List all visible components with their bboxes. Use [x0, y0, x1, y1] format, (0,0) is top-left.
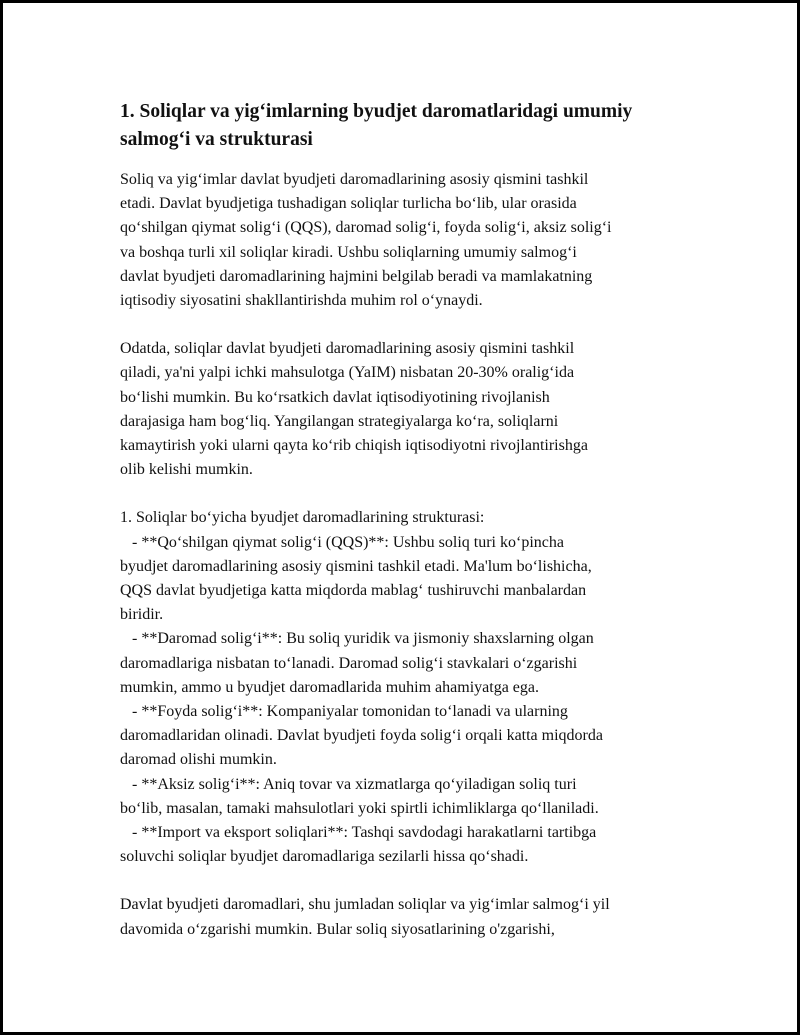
section-heading: [120, 98, 720, 154]
text-line: - **Foyda solig‘i**: Kompaniyalar tomonidan to‘lanadi va ularning: [120, 703, 568, 721]
text-line: Soliq va yig‘imlar davlat byudjeti daromadlarining asosiy qismini tashkil: [120, 171, 589, 188]
text-line: darajasiga ham bog‘liq. Yangilangan strategiyalarga ko‘ra, soliqlarni: [120, 412, 559, 430]
text-line: QQS davlat byudjetiga katta miqdorda mablag‘ tushiruvchi manbalardan: [120, 582, 587, 600]
text-line: etadi. Davlat byudjetiga tushadigan soliqlar turlicha bo‘lib, ular orasida: [120, 195, 577, 213]
text-line: soluvchi soliqlar byudjet daromadlariga sezilarli hissa qo‘shadi.: [120, 848, 529, 866]
heading-line: salmog‘i va strukturasi: [120, 129, 313, 150]
paragraph-variation: [120, 893, 720, 941]
text-line: qiladi, ya'ni yalpi ichki mahsulotga (YaIM) nisbatan 20-30% oralig‘ida: [120, 364, 575, 382]
text-line: byudjet daromadlarining asosiy qismini tashkil etadi. Ma'lum bo‘lishicha,: [120, 557, 592, 575]
text-line: qo‘shilgan qiymat solig‘i (QQS), daromad solig‘i, foyda solig‘i, aksiz solig‘i: [120, 219, 612, 237]
text-line: Odatda, soliqlar davlat byudjeti daromadlarining asosiy qismini tashkil: [120, 340, 575, 358]
text-line: daromadlariga nisbatan to‘lanadi. Daromad solig‘i stavkalari o‘zgarishi: [120, 654, 578, 672]
text-line: davlat byudjeti daromadlarining hajmini belgilab beradi va mamlakatning: [120, 267, 593, 285]
list-item-vat: [120, 531, 720, 628]
paragraph-gdp-share: [120, 337, 720, 482]
text-line: davomida o‘zgarishi mumkin. Bular soliq siyosatlarining o'zgarishi,: [120, 920, 555, 938]
text-line: daromadlaridan olinadi. Davlat byudjeti foyda solig‘i orqali katta miqdorda: [120, 727, 603, 745]
text-line: biridir.: [120, 606, 164, 624]
text-line: - **Import va eksport soliqlari**: Tashqi savdodagi harakatlarni tartibga: [120, 824, 597, 842]
list-item-trade-tax: [120, 821, 720, 869]
text-line: iqtisodiy siyosatini shakllantirishda muhim rol o‘ynaydi.: [120, 292, 483, 310]
document-content: [120, 98, 720, 966]
text-line: 1. Soliqlar bo‘yicha byudjet daromadlarining strukturasi:: [120, 509, 485, 527]
text-line: olib kelishi mumkin.: [120, 461, 253, 479]
list-item-profit-tax: [120, 700, 720, 773]
text-line: bo‘lishi mumkin. Bu ko‘rsatkich davlat iqtisodiyotining rivojlanish: [120, 388, 550, 406]
list-item-income-tax: [120, 627, 720, 700]
text-line: - **Daromad solig‘i**: Bu soliq yuridik va jismoniy shaxslarning olgan: [120, 630, 594, 648]
text-line: va boshqa turli xil soliqlar kiradi. Ushbu soliqlarning umumiy salmog‘i: [120, 243, 577, 261]
heading-line: 1. Soliqlar va yig‘imlarning byudjet daromatlaridagi umumiy: [120, 101, 633, 122]
text-line: Davlat byudjeti daromadlari, shu jumladan soliqlar va yig‘imlar salmog‘i yil: [120, 896, 610, 914]
text-line: - **Qo‘shilgan qiymat solig‘i (QQS)**: Ushbu soliq turi ko‘pincha: [120, 533, 564, 551]
text-line: daromad olishi mumkin.: [120, 751, 277, 769]
text-line: - **Aksiz solig‘i**: Aniq tovar va xizmatlarga qo‘yiladigan soliq turi: [120, 775, 577, 793]
paragraph-intro: [120, 168, 720, 313]
text-line: mumkin, ammo u byudjet daromadlarida muhim ahamiyatga ega.: [120, 678, 539, 696]
text-line: kamaytirish yoki ularni qayta ko‘rib chiqish iqtisodiyotni rivojlantirishga: [120, 437, 588, 455]
tax-structure-list: [120, 506, 720, 869]
list-item-excise-tax: [120, 773, 720, 821]
list-intro: [120, 506, 720, 530]
text-line: bo‘lib, masalan, tamaki mahsulotlari yoki spirtli ichimliklarga qo‘llaniladi.: [120, 799, 599, 817]
